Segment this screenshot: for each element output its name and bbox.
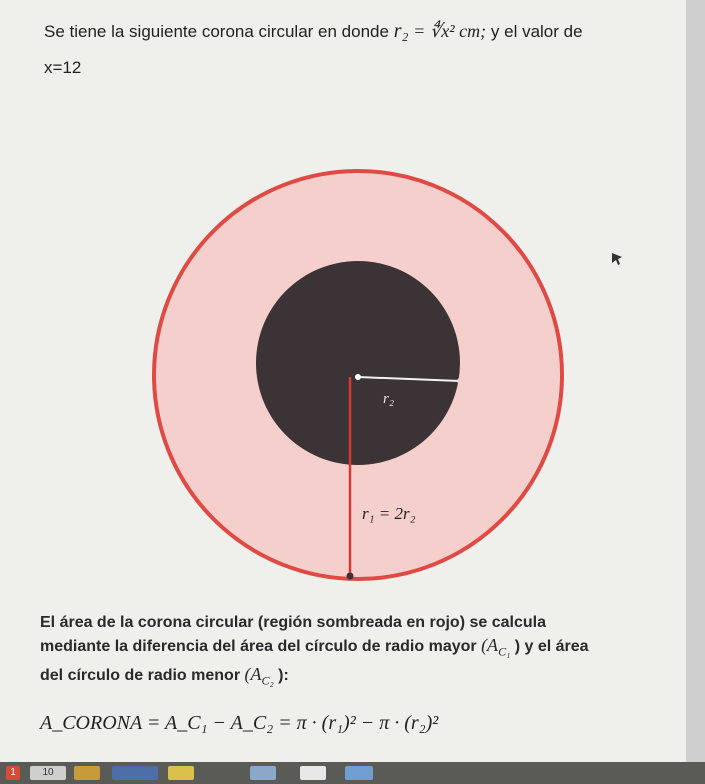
app-icon-3[interactable] (300, 766, 326, 780)
explanation-line-3: del círculo de radio menor ($A_{C_2}$ ): (40, 663, 289, 688)
r1-endpoint (347, 573, 354, 580)
center-point (355, 374, 361, 380)
app-icon[interactable] (112, 766, 158, 780)
r1-label: r₁ = 2r₂ (362, 504, 416, 523)
mouse-cursor-icon (612, 253, 622, 265)
app-icon-4[interactable] (345, 766, 373, 780)
folder-icon[interactable] (74, 766, 100, 780)
intro-text: Se tiene la siguiente corona circular en donde (44, 22, 389, 41)
explanation-line-1: El área de la corona circular (región sombreada en rojo) se calcula (40, 614, 546, 631)
corona-area-formula: A_CORONA = A_C₁ − A_C₂ = π · (r₁)² − π · (r₂)² (40, 712, 439, 734)
intro-after-text: y el valor de (490, 22, 583, 41)
calendar-icon[interactable]: 10 (30, 766, 66, 780)
explanation-line-2: mediante la diferencia del área del círculo de radio mayor ($A_{C_1}$ ) y el área (40, 635, 589, 659)
r2-endpoint (457, 378, 463, 384)
x-value: x=12 (44, 58, 82, 77)
notes-icon[interactable] (168, 766, 194, 780)
explanation-text (40, 612, 660, 691)
inner-circle (256, 261, 460, 465)
intro-r2-formula: = ∜x² cm; (413, 21, 487, 41)
intro-r2-symbol: r₂ (393, 20, 409, 42)
app-icon-2[interactable] (250, 766, 276, 780)
r2-label: r₂ (383, 391, 395, 407)
taskbar (0, 762, 705, 784)
notification-badge[interactable]: 1 (6, 766, 20, 780)
